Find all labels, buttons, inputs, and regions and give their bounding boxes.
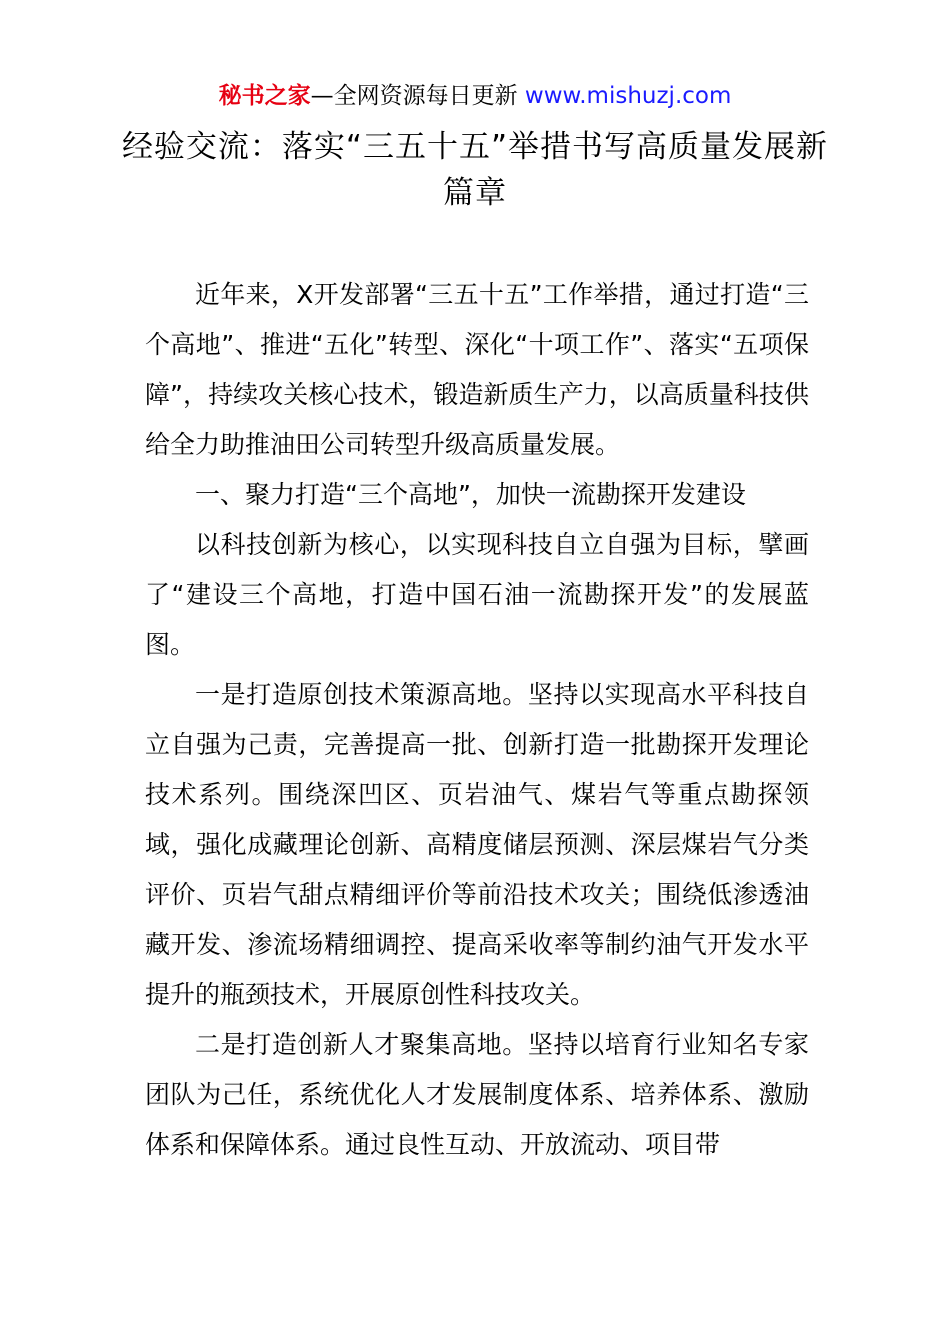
paragraph-point-1: 一是打造原创技术策源高地。坚持以实现高水平科技自立自强为己责，完善提高一批、创新打造一批勘探开发理论技术系列。围绕深凹区、页岩油气、煤岩气等重点勘探领域，强化成藏理论创新、高精度储层预测、深层煤岩气分类评价、页岩气甜点精细评价等前沿技术攻关；围绕低渗透油藏开发、渗流场精细调控、提高采收率等制约油气开发水平提升的瓶颈技术，开展原创性科技攻关。 xyxy=(145,680,809,1009)
document-body xyxy=(145,270,809,1170)
section-heading-1: 一、聚力打造“三个高地”，加快一流勘探开发建设 xyxy=(195,480,746,509)
site-url-link[interactable]: www.mishuzj.com xyxy=(524,83,732,109)
site-header xyxy=(0,80,950,112)
header-tagline: —全网资源每日更新 xyxy=(310,83,518,109)
paragraph-intro: 近年来，X开发部署“三五十五”工作举措，通过打造“三个高地”、推进“五化”转型、深化“十项工作”、落实“五项保障”，持续攻关核心技术，锻造新质生产力，以高质量科技供给全力助推油田公司转型升级高质量发展。 xyxy=(145,280,809,459)
brand-name: 秘书之家 xyxy=(218,83,311,109)
document-title: 经验交流：落实“三五十五”举措书写高质量发展新篇章 xyxy=(121,129,829,211)
paragraph-point-2: 二是打造创新人才聚集高地。坚持以培育行业知名专家团队为己任，系统优化人才发展制度体系、培养体系、激励体系和保障体系。通过良性互动、开放流动、项目带 xyxy=(145,1030,809,1159)
paragraph-section-1: 以科技创新为核心，以实现科技自立自强为目标，擘画了“建设三个高地，打造中国石油一流勘探开发”的发展蓝图。 xyxy=(145,530,809,659)
